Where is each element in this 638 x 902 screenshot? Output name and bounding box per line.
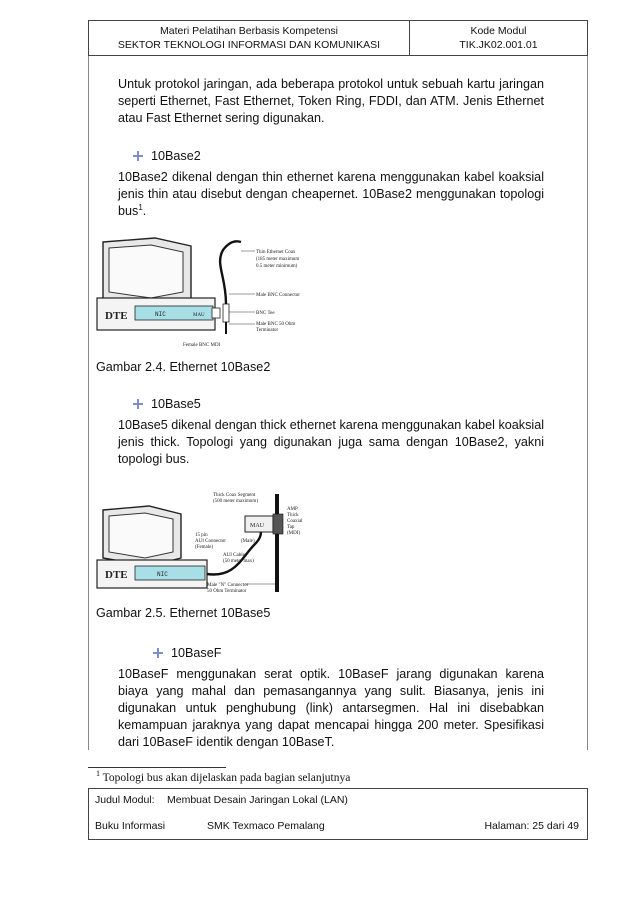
label-bnc-tee: BNC Tee	[256, 311, 275, 316]
frame-left-line	[88, 56, 89, 750]
monitor-screen	[109, 245, 183, 298]
bullet-icon	[133, 399, 143, 409]
label-male-bnc: Male BNC Connector	[256, 293, 300, 298]
label-aui-cable1: AUI Cable	[223, 553, 245, 558]
label-thick-seg2: (500 meter maximum)	[213, 499, 258, 504]
label-amp1: AMP	[287, 507, 298, 512]
amp-tap	[273, 514, 283, 534]
header-title-cell	[89, 21, 410, 55]
label-terminator1: Male BNC 50 Ohm	[256, 322, 296, 327]
section-paragraph-10base2	[118, 169, 544, 220]
footnote	[96, 769, 351, 784]
header-title-line2: SEKTOR TEKNOLOGI INFORMASI DAN KOMUNIKASI	[117, 39, 381, 51]
footnote-number: 1	[96, 769, 100, 779]
header-code-label: Kode Modul	[470, 25, 527, 37]
label-amp2: Thick	[287, 513, 299, 518]
section-paragraph-10base5: 10Base5 dikenal dengan thick ethernet karena menggunakan kabel koaksial jenis thick. Topologi yang digunakan juga sama dengan 10Base2, yakni topologi bus.	[118, 418, 544, 466]
header-title-line1: Materi Pelatihan Berbasis Kompetensi	[159, 25, 338, 37]
section-text-end: .	[142, 204, 147, 218]
figure-ethernet-10base5	[95, 488, 345, 600]
section-heading-10basef	[153, 646, 221, 660]
footnote-separator	[88, 767, 226, 768]
label-aui3: (Female)	[195, 545, 214, 550]
section-heading-text: 10Base2	[151, 149, 201, 163]
footer-judul-label: Judul Modul:	[95, 794, 155, 806]
mau-label: MAU	[250, 523, 265, 529]
frame-right-line	[587, 56, 588, 750]
footer-judul-value: Membuat Desain Jaringan Lokal (LAN)	[167, 794, 348, 806]
section-heading-text: 10BaseF	[171, 646, 222, 660]
figure-ethernet-10base2	[95, 236, 345, 352]
caption-fig-2-5: Gambar 2.5. Ethernet 10Base5	[96, 606, 271, 620]
mau-label: MAU	[193, 313, 205, 318]
footer-school: SMK Texmaco Pemalang	[207, 820, 325, 832]
section-heading-10base5	[133, 397, 201, 411]
header-code-cell	[410, 21, 587, 55]
label-aui-cable2: (50 meter max)	[223, 559, 254, 564]
label-male-n2: 50 Ohm Terminator	[207, 589, 247, 594]
label-amp3: Coaxial	[287, 519, 303, 524]
label-male-n1: Male "N" Connector	[207, 583, 249, 588]
section-paragraph-10basef: 10BaseF menggunakan serat optik. 10BaseF jarang digunakan karena biaya yang mahal dan pemasangannya yang sulit. Biasanya, jenis ini digunakan untuk penghubung (link) antarsegmen. Hal ini disebabkan kemampuan jaraknya yang dapat mencapai hingga 200 meter. Spesifikasi dari 10BaseF identik dengan 10BaseT.	[118, 667, 544, 749]
bullet-icon	[133, 151, 143, 161]
label-amp4: Tap	[287, 525, 295, 530]
nic-label: NIC	[155, 311, 166, 318]
caption-fig-2-4: Gambar 2.4. Ethernet 10Base2	[96, 360, 271, 374]
section-text: 10Base2 dikenal dengan thin ethernet karena menggunakan kabel koaksial jenis thin atau disebut dengan cheapernet. 10Base2 menggunakan topologi bus	[118, 170, 544, 218]
label-aui2: AUI Connector	[195, 539, 226, 544]
bnc-tee	[223, 304, 229, 322]
dte-label: DTE	[105, 310, 128, 322]
page-footer	[88, 788, 588, 840]
bullet-icon	[153, 648, 163, 658]
label-amp5: (MDI)	[287, 531, 301, 536]
label-thick-seg1: Thick Coax Segment	[213, 493, 256, 498]
label-male: (Male)	[241, 539, 255, 544]
footer-page-number: Halaman: 25 dari 49	[484, 820, 579, 832]
monitor-screen	[109, 513, 173, 558]
thin-coax-cable	[220, 241, 241, 304]
section-heading-text: 10Base5	[151, 397, 201, 411]
footnote-text: Topologi bus akan dijelaskan pada bagian selanjutnya	[102, 772, 351, 784]
header-code-value: TIK.JK02.001.01	[459, 39, 538, 51]
label-coax-note1: (185 meter maximum	[256, 257, 300, 262]
nic-card	[135, 566, 205, 580]
dte-label: DTE	[105, 569, 128, 581]
page-header	[88, 20, 588, 56]
section-heading-10base2	[133, 149, 201, 163]
label-coax: Thin Ethernet Coax	[256, 250, 296, 255]
label-coax-note2: 0.5 meter minimum)	[256, 264, 298, 269]
nic-label: NIC	[157, 571, 168, 578]
label-aui1: 15 pin	[195, 533, 208, 538]
label-terminator2: Terminator	[256, 328, 279, 333]
bnc-connector	[212, 308, 220, 318]
intro-paragraph: Untuk protokol jaringan, ada beberapa protokol untuk sebuah kartu jaringan seperti Ethernet, Fast Ethernet, Token Ring, FDDI, dan ATM. Jenis Ethernet atau Fast Ethernet sering digunakan.	[118, 77, 544, 125]
footnote-reference: 1	[138, 202, 143, 212]
footer-buku: Buku Informasi	[95, 820, 166, 832]
label-female-bnc: Female BNC MDI	[183, 343, 221, 348]
